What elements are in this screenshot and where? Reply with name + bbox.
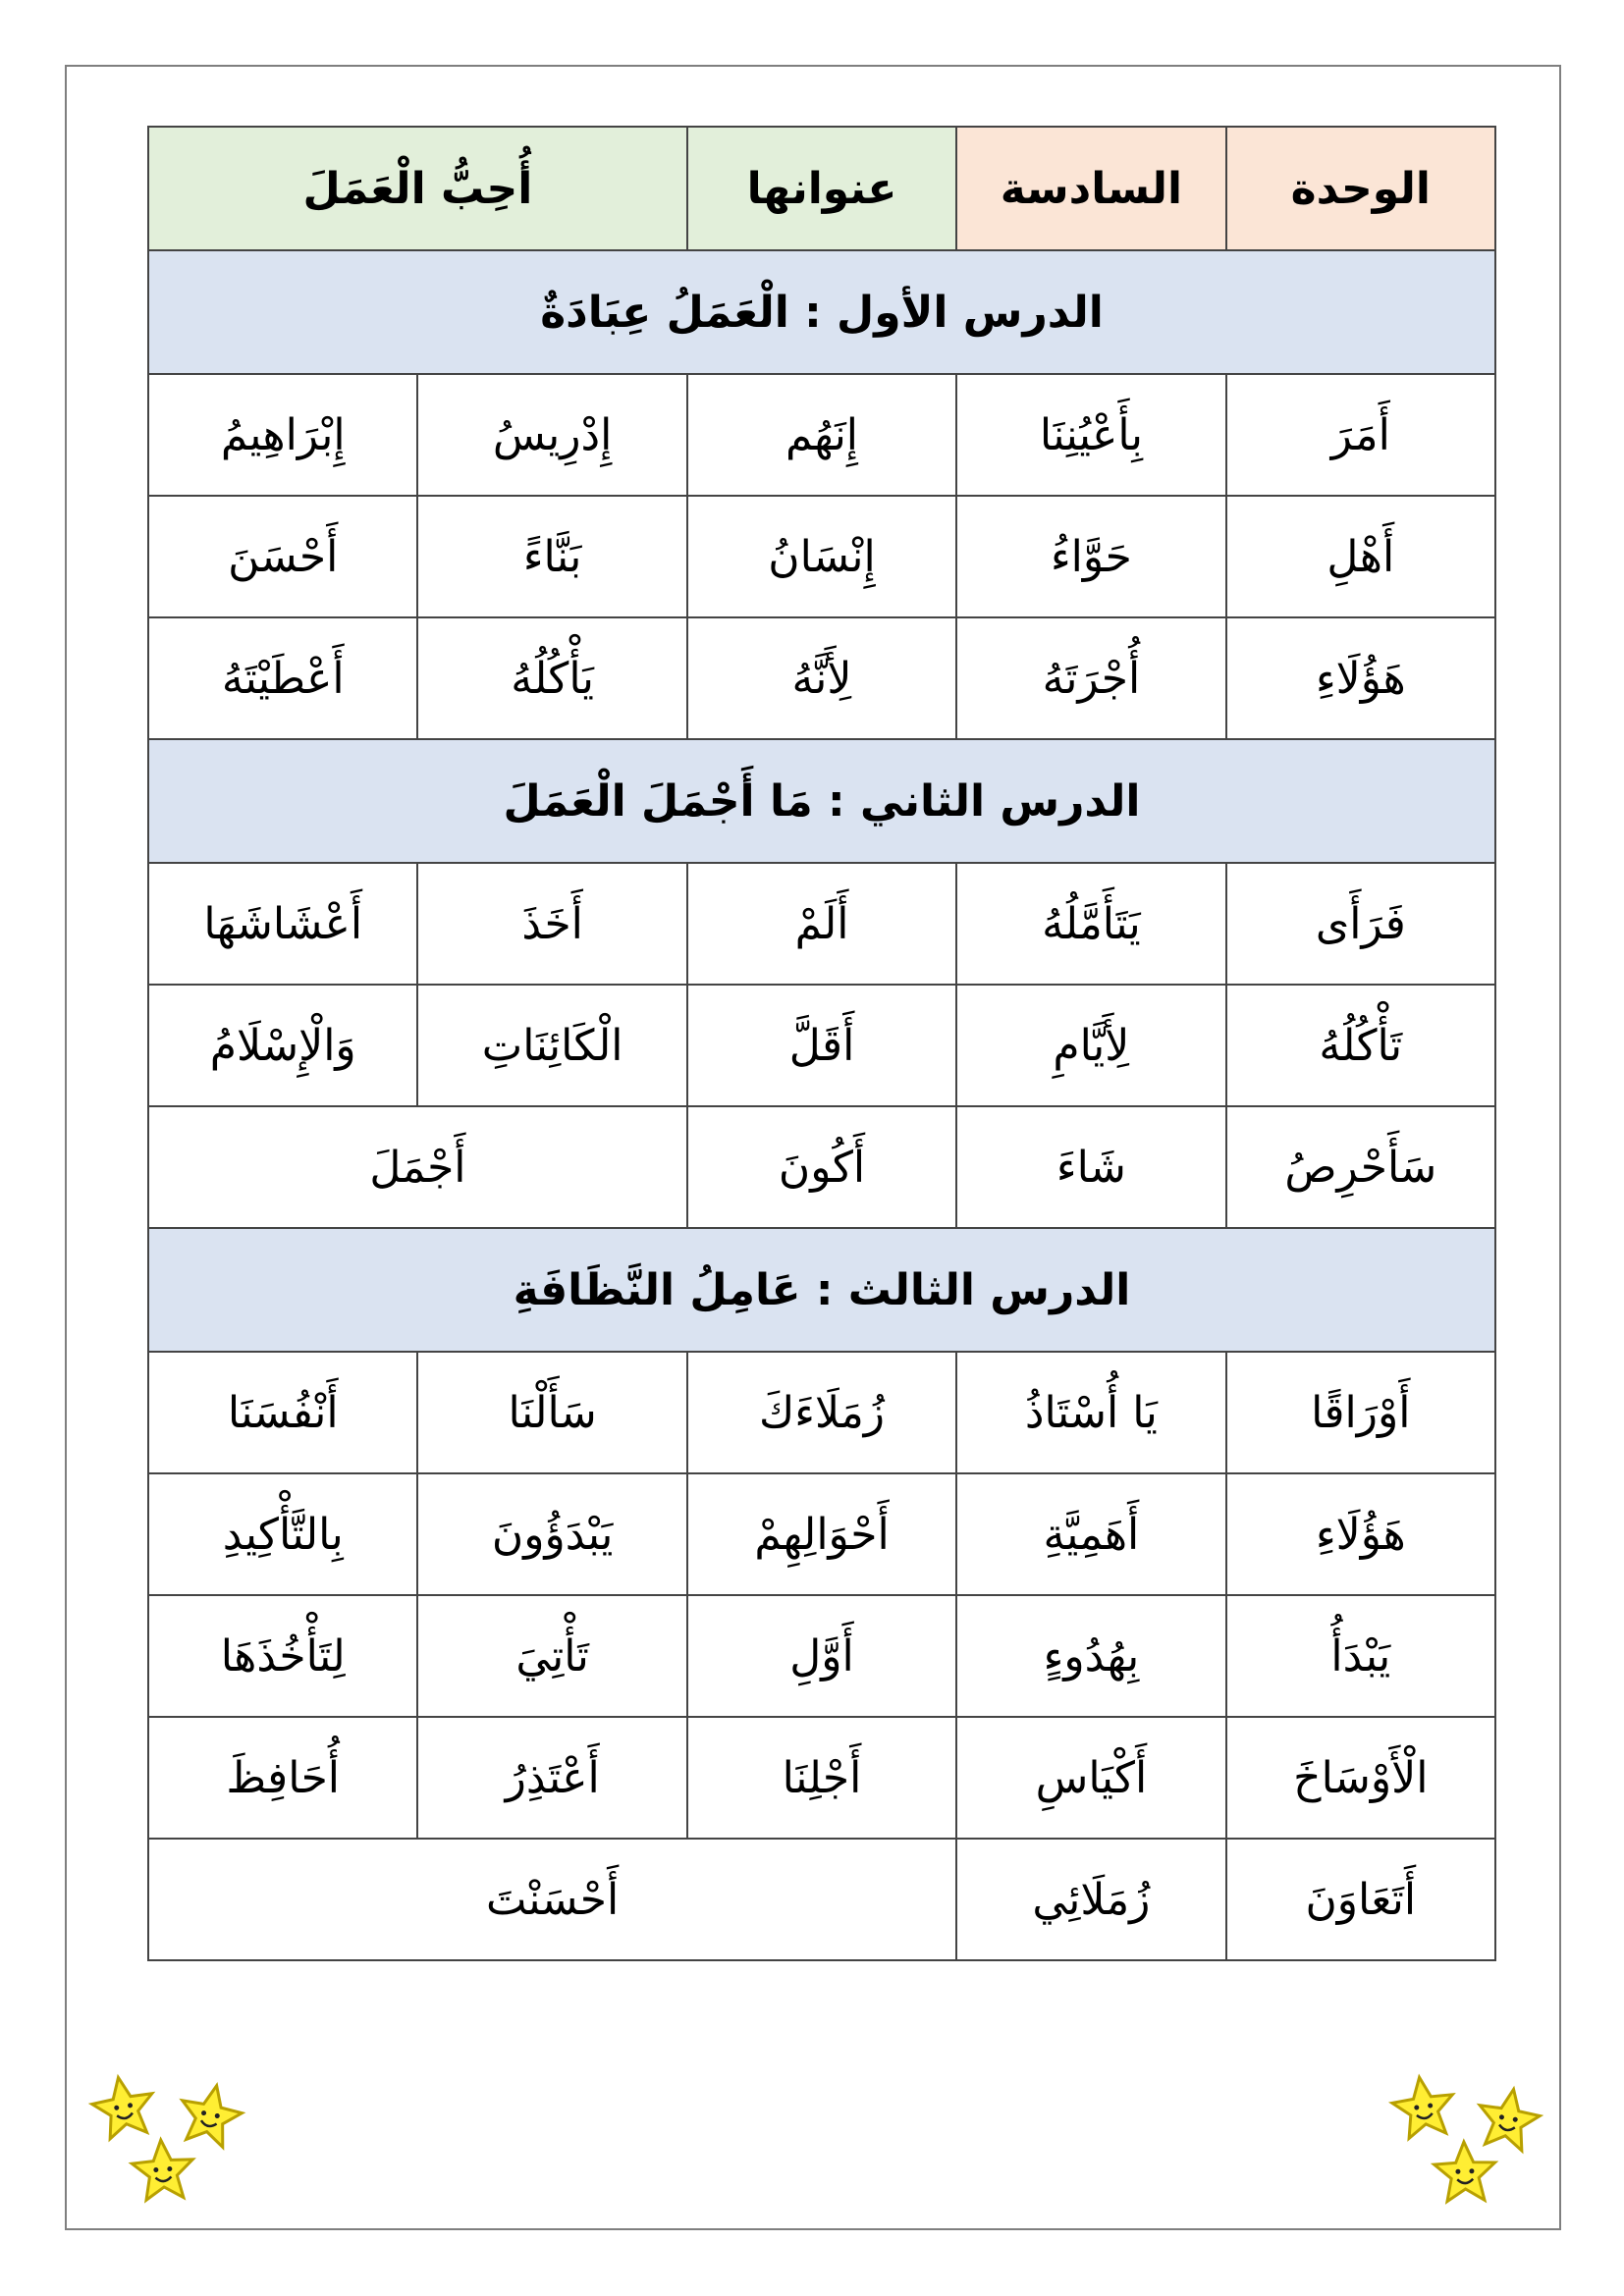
word-cell: بِهُدُوءٍ [956,1595,1225,1717]
word-row [148,374,1495,496]
word-cell: أَحْسَنْتَ [148,1839,956,1960]
word-row [148,1352,1495,1473]
word-cell: هَؤُلَاءِ [1226,617,1495,739]
word-cell: أُجْرَتَهُ [956,617,1225,739]
word-cell: شَاءَ [956,1106,1225,1228]
word-cell: الْكَائِنَاتِ [417,985,686,1106]
word-cell: بِالتَّأْكِيدِ [148,1473,417,1595]
unit-value: السادسة [956,127,1225,250]
word-cell: وَالْإِسْلَامُ [148,985,417,1106]
star-icon [175,2079,246,2150]
lesson-1-title: الدرس الأول : الْعَمَلُ عِبَادَةٌ [148,250,1495,374]
lesson-title-row [148,250,1495,374]
word-cell: يَبْدَؤُونَ [417,1473,686,1595]
lesson-3-title: الدرس الثالث : عَامِلُ النَّظَافَةِ [148,1228,1495,1352]
word-row [148,863,1495,985]
word-cell: أَوْرَاقًا [1226,1352,1495,1473]
word-cell: زُمَلَائِي [956,1839,1225,1960]
word-cell: سَأَحْرِصُ [1226,1106,1495,1228]
topic-label: عنوانها [687,127,956,250]
word-row [148,1473,1495,1595]
word-cell: الْأَوْسَاخَ [1226,1717,1495,1839]
word-row [148,1839,1495,1960]
word-row [148,1717,1495,1839]
word-cell: أَلَمْ [687,863,956,985]
word-row [148,1106,1495,1228]
lesson-title-row [148,1228,1495,1352]
word-cell: لِتَأْخُذَهَا [148,1595,417,1717]
word-cell: أَهْلِ [1226,496,1495,617]
word-cell: لِأَيَّامِ [956,985,1225,1106]
word-cell: أَقَلَّ [687,985,956,1106]
word-row [148,985,1495,1106]
word-cell: أَوَّلِ [687,1595,956,1717]
word-cell: أَكُونَ [687,1106,956,1228]
word-cell: أَعْطَيْتَهُ [148,617,417,739]
word-cell: إِبْرَاهِيمُ [148,374,417,496]
word-cell: أَنْفُسَنَا [148,1352,417,1473]
unit-label: الوحدة [1226,127,1495,250]
word-cell: إِنْسَانُ [687,496,956,617]
word-cell: زُمَلَاءَكَ [687,1352,956,1473]
word-cell: أَكْيَاسِ [956,1717,1225,1839]
word-cell: أَهَمِيَّةِ [956,1473,1225,1595]
word-cell: بِأَعْيُنِنَا [956,374,1225,496]
topic-value: أُحِبُّ الْعَمَلَ [148,127,687,250]
word-row [148,496,1495,617]
word-row [148,1595,1495,1717]
header-row [148,127,1495,250]
word-cell: سَأَلْنَا [417,1352,686,1473]
word-cell: فَرَأَى [1226,863,1495,985]
word-cell: أُحَافِظَ [148,1717,417,1839]
word-cell: أَجْلِنَا [687,1717,956,1839]
star-cluster-left [84,2061,261,2218]
word-cell: أَعْتَذِرُ [417,1717,686,1839]
word-cell: إِنَهُم [687,374,956,496]
word-cell: يَتَأَمَّلُهُ [956,863,1225,985]
word-cell: أَحْوَالِهِمْ [687,1473,956,1595]
word-cell: إِدْرِيسُ [417,374,686,496]
word-cell: أَحْسَنَ [148,496,417,617]
star-icon [1389,2073,1458,2140]
lesson-2-title: الدرس الثاني : مَا أَجْمَلَ الْعَمَلَ [148,739,1495,863]
word-row [148,617,1495,739]
word-cell: هَؤُلَاءِ [1226,1473,1495,1595]
star-icon [1474,2084,1543,2153]
word-cell: يَأْكُلُهُ [417,617,686,739]
word-cell: تَأْكُلُهُ [1226,985,1495,1106]
word-cell: لِأَنَّهُ [687,617,956,739]
word-cell: أَمَرَ [1226,374,1495,496]
word-cell: يَا أُسْتَاذُ [956,1352,1225,1473]
star-icon [88,2072,158,2141]
word-cell: يَبْدَأُ [1226,1595,1495,1717]
word-cell: أَجْمَلَ [148,1106,687,1228]
lesson-title-row [148,739,1495,863]
vocabulary-table [147,126,1496,1961]
word-cell: أَتَعَاوَنَ [1226,1839,1495,1960]
star-icon [1434,2141,1496,2202]
word-cell: أَخَذَ [417,863,686,985]
word-cell: تَأْتِيَ [417,1595,686,1717]
star-icon [131,2138,195,2201]
star-cluster-right [1371,2061,1547,2218]
word-cell: بَنَّاءً [417,496,686,617]
word-cell: أَعْشَاشَهَا [148,863,417,985]
word-cell: حَوَّاءُ [956,496,1225,617]
